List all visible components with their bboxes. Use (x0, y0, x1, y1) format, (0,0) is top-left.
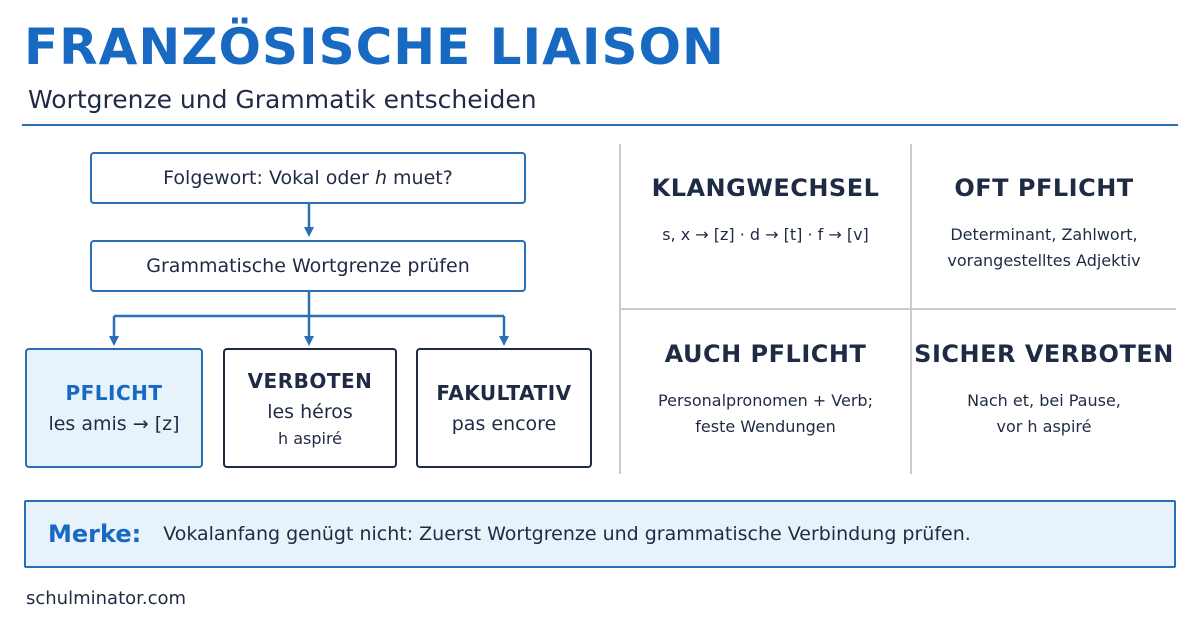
header-divider (22, 124, 1178, 126)
outcome-fakultativ-example: pas encore (451, 413, 557, 435)
info-cell-auch-pflicht (621, 310, 910, 474)
outcome-verboten (223, 348, 397, 468)
merke-text: Vokalanfang genügt nicht: Zuerst Wortgrenze und grammatische Verbindung prüfen. (163, 523, 971, 545)
flow-step-vowel-check-prefix: Folgewort: Vokal oder (163, 167, 375, 189)
flow-step-grammar-check (90, 240, 526, 292)
info-cell-klangwechsel (621, 144, 910, 308)
info-cell-oft-pflicht (912, 144, 1176, 308)
outcome-verboten-example: les héros (267, 400, 353, 423)
info-cell-sicher-verboten-title: SICHER VERBOTEN (914, 340, 1174, 368)
merke-label: Merke: (48, 520, 142, 548)
flow-step-vowel-check-suffix: muet? (387, 167, 453, 189)
outcome-fakultativ (416, 348, 592, 468)
info-cell-auch-pflicht-text: Personalpronomen + Verb; feste Wendungen (658, 391, 873, 436)
info-cell-oft-pflicht-title: OFT PFLICHT (954, 174, 1134, 202)
info-cell-sicher-verboten (912, 310, 1176, 474)
info-cell-oft-pflicht-text: Determinant, Zahlwort, vorangestelltes Adjektiv (947, 225, 1141, 270)
footer-site: schulminator.com (26, 588, 187, 609)
page-title: FRANZÖSISCHE LIAISON (24, 18, 725, 76)
outcome-verboten-title: VERBOTEN (247, 368, 373, 393)
outcome-pflicht (25, 348, 203, 468)
info-cell-auch-pflicht-title: AUCH PFLICHT (664, 340, 867, 368)
outcome-verboten-note: h aspiré (277, 428, 343, 448)
merke-box (24, 500, 1176, 568)
outcome-pflicht-title: PFLICHT (65, 381, 163, 405)
outcome-fakultativ-title: FAKULTATIV (436, 381, 572, 405)
flow-step-vowel-check (90, 152, 526, 204)
flow-step-vowel-check-emph: h (374, 167, 387, 189)
info-cell-klangwechsel-text: s, x → [z] · d → [t] · f → [v] (662, 225, 869, 244)
info-cell-klangwechsel-title: KLANGWECHSEL (651, 174, 880, 202)
page-subtitle: Wortgrenze und Grammatik entscheiden (28, 85, 537, 114)
flow-step-grammar-check-label: Grammatische Wortgrenze prüfen (146, 255, 470, 277)
outcome-pflicht-example: les amis → [z] (48, 413, 180, 435)
info-cell-sicher-verboten-text: Nach et, bei Pause, vor h aspiré (967, 391, 1121, 436)
